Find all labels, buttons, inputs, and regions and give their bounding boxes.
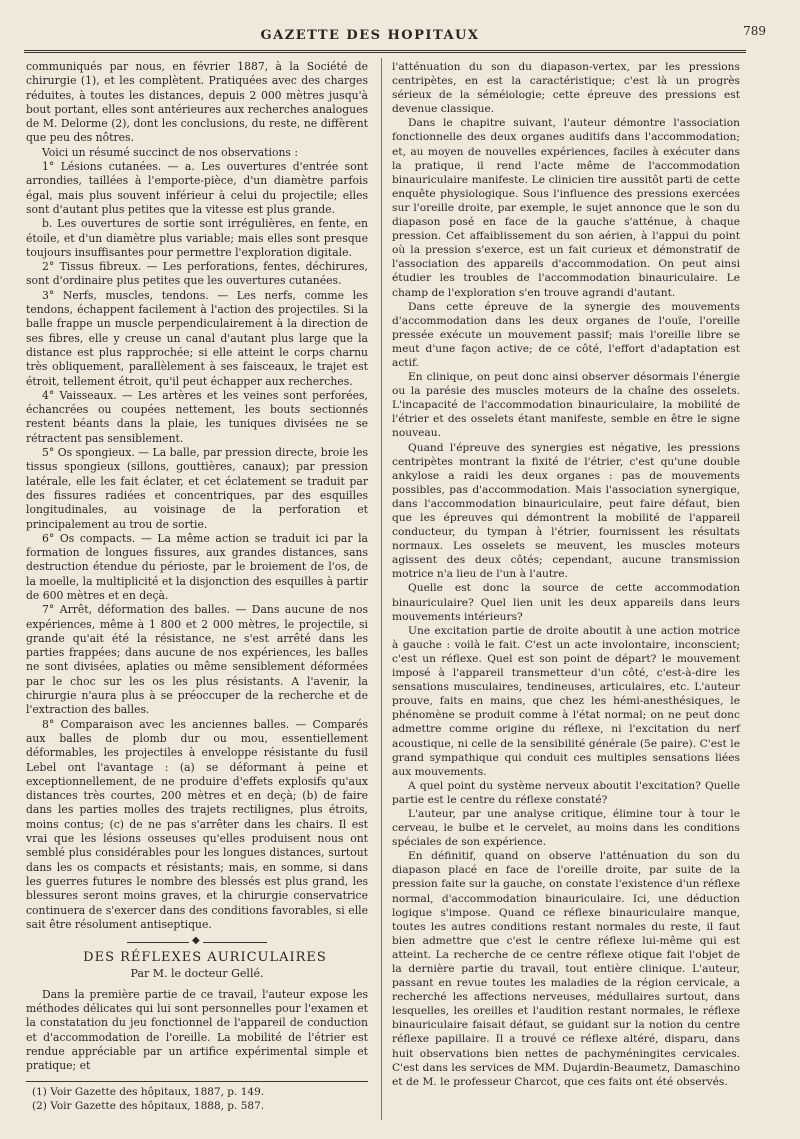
paragraph: 6° Os compacts. — La même action se traduit ici par la formation de longues fissures, aux grandes distances, sans destruction étendue du périoste, par le broiement de l'os, de la moelle, la multiplicité et la disjonction des esquilles à partir de 600 mètres et en deçà. xyxy=(26,531,368,602)
left-column xyxy=(26,60,368,1113)
page-number: 789 xyxy=(743,24,766,38)
paragraph: Dans cette épreuve de la synergie des mouvements d'accommodation dans les deux organes de l'ouïe, l'oreille pressée exécute un mouvement passif; mais l'oreille libre se meut d'une façon active; de ce côté, l'effort d'adaptation est actif. xyxy=(392,299,740,369)
paragraph: 8° Comparaison avec les anciennes balles. — Comparés aux balles de plomb dur ou mou, essentiellement déformables, les projectiles à enveloppe résistante du fusil Lebel ont l'avantage : (a) se déformant à peine et exceptionnellement, de ne produire d'effets explosifs qu'aux distances très courtes, 200 mètres et en deçà; (b) de faire dans les parties molles des trajets rectilignes, plus étroits, moins contus; (c) de ne pas s'arrêter dans les chairs. Il est vrai que les lésions osseuses qu'elles produisent nous ont semblé plus considérables pour les longues distances, surtout dans les os compacts et résistants; mais, en somme, si dans les guerres futures le nombre des blessés est plus grand, les blessures seront moins graves, et la chirurgie conservatrice continuera de s'exercer dans des conditions favorables, si elle sait être résolument antiseptique. xyxy=(26,717,368,931)
article-title: DES RÉFLEXES AURICULAIRES xyxy=(83,950,327,966)
footnotes xyxy=(26,1086,368,1113)
footnote: (2) Voir Gazette des hôpitaux, 1888, p. 587. xyxy=(32,1099,265,1112)
paragraph: Une excitation partie de droite aboutit à une action motrice à gauche : voilà le fait. C'est un acte involontaire, inconscient; c'est un réflexe. Quel est son point de départ? le mouvement imposé à l'appareil transmetteur d'un côté, c'est-à-dire les sensations musculaires, tendineuses, articulaires, etc. L'auteur prouve, faits en mains, que chez les hémi-anesthésiques, le phénomène se produit comme à l'état normal; on ne peut donc admettre comme origine du réflexe, ni l'excitation du nerf acoustique, ni celle de la sensibilité générale (5e paire). C'est le grand sympathique qui conduit ces multiples sensations liées aux mouvements. xyxy=(392,623,740,778)
paragraph: 3° Nerfs, muscles, tendons. — Les nerfs, comme les tendons, échappent facilement à l'action des projectiles. Si la balle frappe un muscle perpendiculairement à la direction de ses fibres, elle y creuse un canal d'autant plus large que la distance est plus rapprochée; si elle atteint le corps charnu très obliquement, parallèlement à ses faisceaux, le trajet est étroit, tellement étroit, qu'il peut échapper aux recherches. xyxy=(26,288,368,388)
paragraph: b. Les ouvertures de sortie sont irrégulières, en fente, en étoile, et d'un diamètre plus variable; mais elles sont presque toujours insuffisantes pour permettre l'exploration digitale. xyxy=(26,217,368,259)
paragraph: 4° Vaisseaux. — Les artères et les veines sont perforées, échancrées ou coupées nettement, les bouts sectionnés restent béants dans la plaie, les tuniques divisées ne se rétractent pas sensiblement. xyxy=(26,388,368,445)
paragraph: Quand l'épreuve des synergies est négative, les pressions centripètes montrant la fixité de l'étrier, c'est qu'une double ankylose a raidi les deux organes : pas de mouvements possibles, pas d'accommodation. Mais l'association synergique, dans l'accommodation binauriculaire, peut faire défaut, bien que les épreuves qui démontrent la mobilité de l'appareil conducteur, du tympan à l'étrier, fournissent les résultats normaux. Les osselets se meuvent, les muscles moteurs agissent des deux côtés; cependant, aucune transmission motrice n'a lieu de l'un à l'autre. xyxy=(392,440,740,581)
paragraph: 5° Os spongieux. — La balle, par pression directe, broie les tissus spongieux (sillons, gouttières, canaux); par pression latérale, elle les fait éclater, et cet éclatement se traduit par des fissures radiées et concentriques, par des esquilles longitudinales, au voisinage de la perforation et principalement au trou de sortie. xyxy=(26,446,368,531)
paragraph: En définitif, quand on observe l'atténuation du son du diapason placé en face de l'oreille droite, par suite de la pression faite sur la gauche, on constate l'existence d'un réflexe normal, d'accommodation binauriculaire. Ici, une déduction logique s'impose. Quand ce réflexe binauriculaire manque, toutes les autres conditions restant normales du reste, il faut bien admettre que c'est le centre réflexe lui-même qui est atteint. La recherche de ce centre réflexe otique fait l'objet de la dernière partie du travail, tout entière clinique. L'auteur, passant en revue toutes les maladies de la région cervicale, a recherché les affections nerveuses, médullaires surtout, dans lesquelles, les oreilles et l'audition restant normales, le réflexe binauriculaire faisait défaut, se guidant sur la notion du centre réflexe papillaire. Il a trouvé ce réflexe altéré, disparu, dans huit observations bien nettes de pachyméningites cervicales. C'est dans les services de MM. Dujardin-Beaumetz, Damaschino et de M. le professeur Charcot, que ces faits ont été observés. xyxy=(392,849,740,1088)
journal-title: GAZETTE DES HOPITAUX xyxy=(260,28,480,43)
paragraph: Quelle est donc la source de cette accommodation binauriculaire? Quel lien unit les deux appareils dans leurs mouvements intérieurs? xyxy=(392,581,740,623)
article-separator xyxy=(127,942,267,943)
paragraph: L'auteur, par une analyse critique, élimine tour à tour le cerveau, le bulbe et le cervelet, au moins dans les conditions spéciales de son expérience. xyxy=(392,806,740,849)
article-intro: Dans la première partie de ce travail, l'auteur expose les méthodes délicates qui lui sont personnelles pour l'examen et la constatation du jeu fonctionnel de l'appareil de conduction et d'accommodation de l'oreille. La mobilité de l'étrier est rendue appréciable par un artifice expérimental simple et pratique; et xyxy=(26,987,368,1073)
paragraph: Voici un résumé succinct de nos observations : xyxy=(42,145,299,159)
right-column xyxy=(392,60,740,1089)
paragraph: En clinique, on peut donc ainsi observer désormais l'énergie ou la parésie des muscles moteurs de la chaîne des osselets. L'incapacité de l'accommodation binauriculaire, la mobilité de l'étrier et des osselets étant manifeste, semble en être le signe nouveau. xyxy=(392,370,740,440)
paragraph: 7° Arrêt, déformation des balles. — Dans aucune de nos expériences, même à 1 800 et 2 000 mètres, le projectile, si grande qu'ait été la résistance, ne s'est arrêté dans les parties frappées; dans aucune de nos expériences, les balles ne sont divisées, aplaties ou même sensiblement déformées par le choc sur les os les plus résistants. A l'avenir, la chirurgie n'aura plus à se préoccuper de la recherche et de l'extraction des balles. xyxy=(26,603,368,717)
header-rule xyxy=(24,50,746,53)
footnote-rule xyxy=(26,1081,368,1082)
column-divider xyxy=(381,58,382,1120)
footnote: (1) Voir Gazette des hôpitaux, 1887, p. 149. xyxy=(32,1086,265,1099)
article-byline: Par M. le docteur Gellé. xyxy=(130,967,264,981)
paragraph: A quel point du système nerveux aboutit l'excitation? Quelle partie est le centre du réflexe constaté? xyxy=(392,778,740,806)
paragraph: l'atténuation du son du diapason-vertex, par les pressions centripètes, en est la caractéristique; c'est là un progrès sérieux de la séméiologie; cette épreuve des pressions est devenue classique. xyxy=(392,60,740,116)
paragraph: communiqués par nous, en février 1887, à la Société de chirurgie (1), et les complètent. Pratiquées avec des charges réduites, à toutes les distances, depuis 2 000 mètres jusqu'à bout portant, elles sont antérieures aux recherches analogues de M. Delorme (2), dont les conclusions, du reste, ne diffèrent que peu des nôtres. xyxy=(26,60,368,145)
paragraph: 1° Lésions cutanées. — a. Les ouvertures d'entrée sont arrondies, taillées à l'emporte-pièce, d'un diamètre parfois égal, mais plus souvent inférieur à celui du projectile; elles sont d'autant plus petites que la vitesse est plus grande. xyxy=(26,160,368,216)
paragraph: Dans le chapitre suivant, l'auteur démontre l'association fonctionnelle des deux organes auditifs dans l'accommodation; et, au moyen de nouvelles expériences, faciles à exécuter dans la pratique, il rend l'acte même de l'accommodation binauriculaire manifeste. Le clinicien tire aussitôt parti de cette enquête physiologique. Sous l'influence des pressions exercées sur l'oreille droite, par exemple, le sujet annonce que le son du diapason posé en face de la gauche s'atténue, à chaque pression. Cet affaiblissement du son aérien, à l'appui du point où la pression s'exerce, est un fait curieux et démonstratif de l'association des appareils d'accommodation. On peut ainsi étudier les troubles de l'accommodation binauriculaire. Le champ de l'exploration s'en trouve agrandi d'autant. xyxy=(392,116,740,299)
running-head xyxy=(0,24,800,48)
paragraph: 2° Tissus fibreux. — Les perforations, fentes, déchirures, sont d'ordinaire plus petites que les ouvertures cutanées. xyxy=(26,260,368,288)
